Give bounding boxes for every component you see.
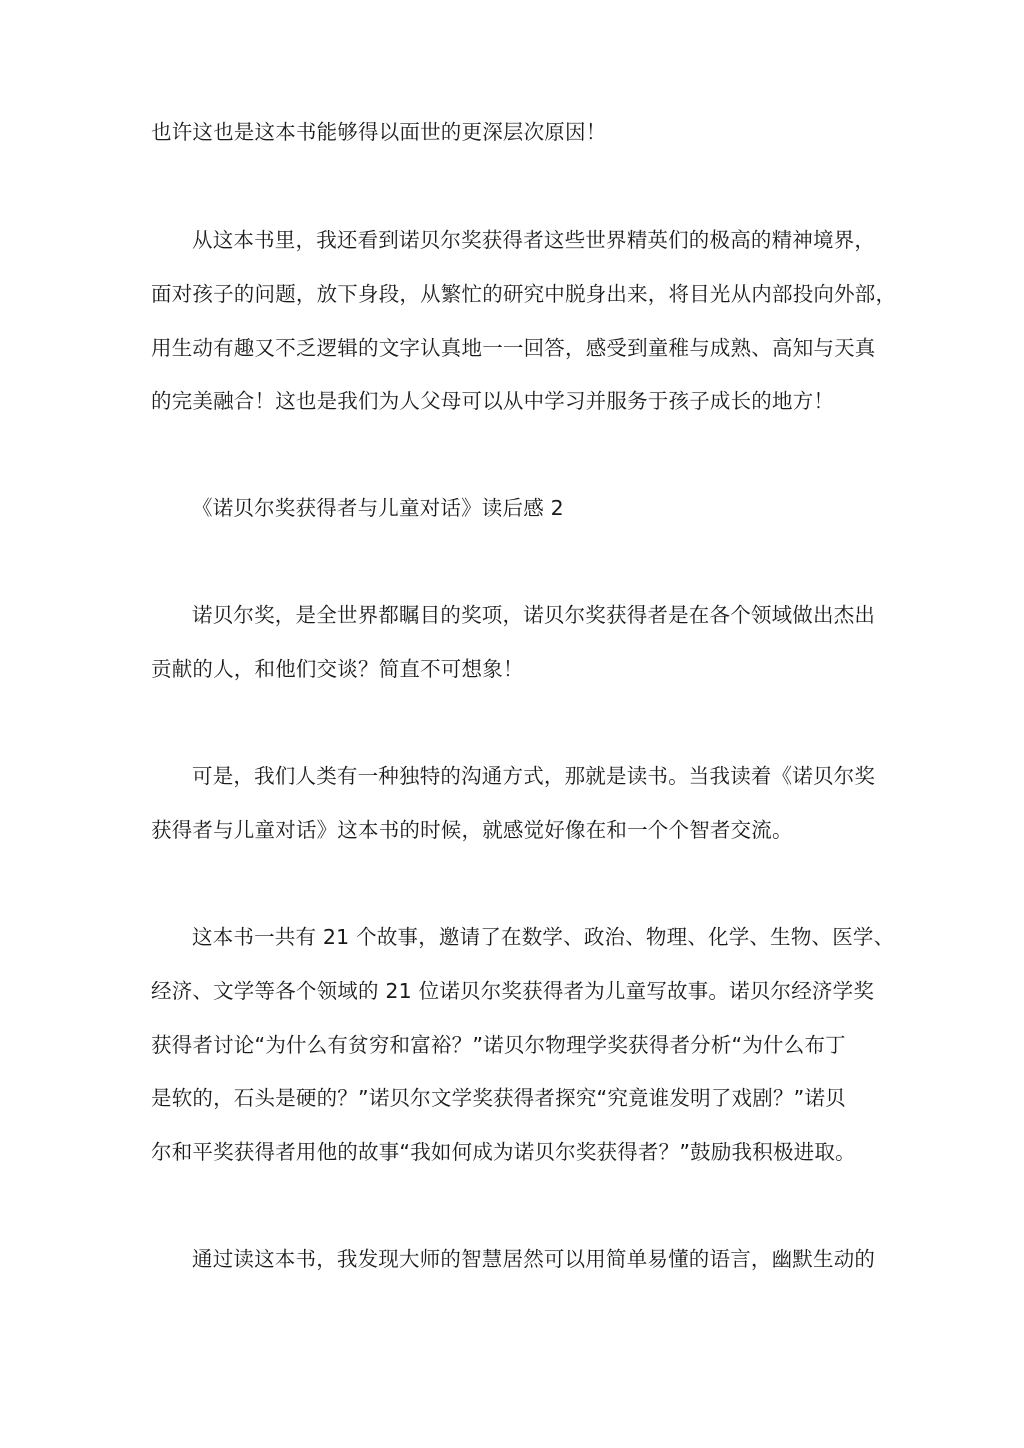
paragraph-line: 这本书一共有 21 个故事，邀请了在数学、政治、物理、化学、生物、医学、 bbox=[192, 925, 895, 949]
paragraph-line: 贡献的人，和他们交谈？简直不可想象！ bbox=[151, 657, 524, 681]
paragraph-line: 获得者与儿童对话》这本书的时候，就感觉好像在和一个个智者交流。 bbox=[151, 818, 793, 842]
paragraph-line: 通过读这本书，我发现大师的智慧居然可以用简单易懂的语言，幽默生动的 bbox=[192, 1247, 876, 1271]
paragraph-line: 获得者讨论“为什么有贫穷和富裕？”诺贝尔物理学奖获得者分析“为什么布丁 bbox=[151, 1033, 846, 1057]
paragraph-line: 诺贝尔奖，是全世界都瞩目的奖项，诺贝尔奖获得者是在各个领域做出杰出 bbox=[192, 603, 876, 627]
paragraph-line: 可是，我们人类有一种独特的沟通方式，那就是读书。当我读着《诺贝尔奖 bbox=[192, 764, 876, 788]
paragraph-line: 是软的，石头是硬的？”诺贝尔文学奖获得者探究“究竟谁发明了戏剧？”诺贝 bbox=[151, 1086, 846, 1110]
section-heading: 《诺贝尔奖获得者与儿童对话》读后感 2 bbox=[192, 496, 564, 520]
paragraph-line: 尔和平奖获得者用他的故事“我如何成为诺贝尔奖获得者？”鼓励我积极进取。 bbox=[151, 1140, 856, 1164]
paragraph-line: 用生动有趣又不乏逻辑的文字认真地一一回答，感受到童稚与成熟、高知与天真 bbox=[151, 336, 876, 360]
paragraph-line: 的完美融合！这也是我们为人父母可以从中学习并服务于孩子成长的地方！ bbox=[151, 389, 835, 413]
paragraph-line: 面对孩子的问题，放下身段，从繁忙的研究中脱身出来，将目光从内部投向外部， bbox=[151, 282, 897, 306]
paragraph-line: 经济、文学等各个领域的 21 位诺贝尔奖获得者为儿童写故事。诺贝尔经济学奖 bbox=[151, 979, 875, 1003]
paragraph-line: 从这本书里，我还看到诺贝尔奖获得者这些世界精英们的极高的精神境界， bbox=[192, 228, 876, 252]
paragraph-line: 也许这也是这本书能够得以面世的更深层次原因！ bbox=[151, 120, 607, 144]
